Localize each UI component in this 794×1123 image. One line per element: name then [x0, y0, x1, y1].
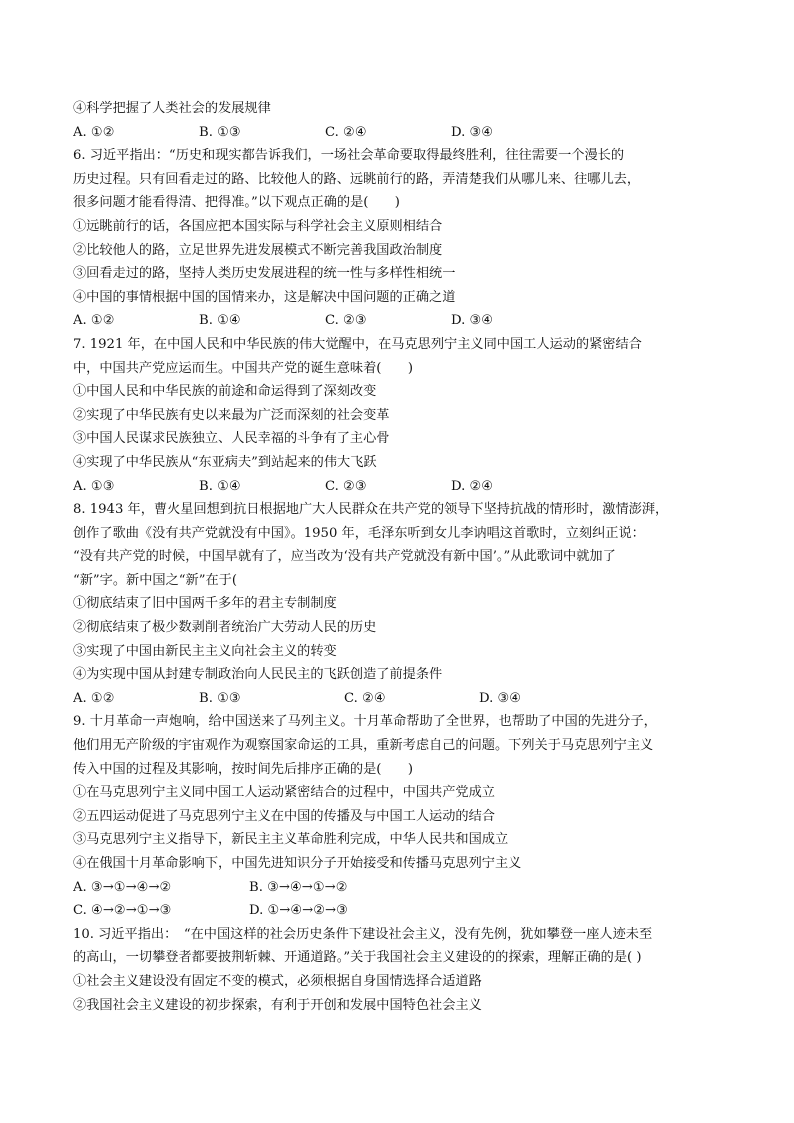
answer-option: D. ③④: [451, 313, 494, 329]
text-line: ③马克思列宁主义指导下，新民主主义革命胜利完成，中华人民共和国成立: [73, 832, 509, 848]
answer-option: D. ①→④→②→③: [249, 903, 348, 919]
text-line: ①社会主义建设没有固定不变的模式，必须根据自身国情选择合适道路: [73, 973, 482, 989]
answer-options: [73, 876, 727, 900]
text-line: ④科学把握了人类社会的发展规律: [73, 101, 271, 116]
text-line: ①在马克思列宁主义同中国工人运动紧密结合的过程中，中国共产党成立: [73, 785, 495, 801]
text-line: ②五四运动促进了马克思列宁主义在中国的传播及与中国工人运动的结合: [73, 808, 495, 824]
text-line: ②比较他人的路，立足世界先进发展模式不断完善我国政治制度: [73, 242, 443, 258]
answer-option: A. ①②: [73, 313, 115, 329]
text-line: ①彻底结束了旧中国两千多年的君主专制制度: [73, 596, 337, 612]
text-line: 创作了歌曲《没有共产党就没有中国》。1950 年，毛泽东听到女儿李讷唱这首歌时，立刻纠正说：: [73, 525, 645, 541]
text-line: ④中国的事情根据中国的国情来办，这是解决中国问题的正确之道: [73, 289, 456, 305]
answer-option: B. ①③: [199, 124, 241, 140]
answer-option: B. ①④: [199, 478, 241, 494]
text-line: 8. 1943 年，曹火星回想到抗日根据地广大人民群众在共产党的领导下坚持抗战的情形时，激情澎湃，: [73, 502, 669, 518]
answer-option: D. ②④: [451, 478, 494, 494]
answer-options: [73, 121, 727, 145]
text-line: 的高山，一切攀登者都要披荆斩棘、开通道路。”关于我国社会主义建设的的探索，理解正确的是( ): [73, 950, 642, 966]
text-line: ④在俄国十月革命影响下，中国先进知识分子开始接受和传播马克思列宁主义: [73, 856, 522, 871]
text-line: 历史过程。只有回看走过的路、比较他人的路、远眺前行的路，弄清楚我们从哪儿来、往哪儿去，: [73, 171, 641, 187]
text-line: 7. 1921 年，在中国人民和中华民族的伟大觉醒中，在马克思列宁主义同中国工人运动的紧密结合: [73, 336, 642, 352]
text-line: 他们用无产阶级的宇宙观作为观察国家命运的工具，重新考虑自己的问题。下列关于马克思列宁主义: [73, 738, 654, 754]
question-content: [73, 97, 727, 1017]
text-line: 10. 习近平指出： “在中国这样的社会历史条件下建设社会主义，没有先例，犹如攀登一座人迹未至: [73, 926, 653, 942]
answer-option: B. ①④: [199, 313, 241, 329]
answer-options: [73, 475, 727, 499]
text-line: “新”字。新中国之“新”在于(: [73, 572, 237, 588]
answer-option: B. ①③: [199, 690, 241, 706]
text-line: “没有共产党的时候，中国早就有了，应当改为‘没有共产党就没有新中国’。”从此歌词中就加了: [73, 549, 616, 565]
text-line: 6. 习近平指出：“历史和现实都告诉我们，一场社会革命要取得最终胜利，往往需要一个漫长的: [73, 148, 625, 164]
text-line: ③中国人民谋求民族独立、人民幸福的斗争有了主心骨: [73, 431, 390, 447]
text-line: ③实现了中国由新民主主义向社会主义的转变: [73, 643, 337, 659]
answer-option: D. ③④: [479, 690, 522, 706]
text-line: 传入中国的过程及其影响，按时间先后排序正确的是( ): [73, 761, 413, 777]
text-line: ①中国人民和中华民族的前途和命运得到了深刻改变: [73, 384, 377, 400]
text-line: ④实现了中华民族从“东亚病夫”到站起来的伟大飞跃: [73, 454, 377, 470]
answer-options: [73, 309, 727, 333]
answer-option: C. ②③: [325, 313, 367, 329]
answer-options: [73, 687, 727, 711]
answer-option: A. ①③: [73, 478, 115, 494]
text-line: ②彻底结束了极少数剥削者统治广大劳动人民的历史: [73, 620, 377, 636]
text-line: 9. 十月革命一声炮响，给中国送来了马列主义。十月革命帮助了全世界，也帮助了中国的先进分子，: [73, 714, 657, 730]
answer-option: D. ③④: [451, 124, 494, 140]
answer-option: C. ④→②→①→③: [73, 903, 172, 919]
answer-option: A. ①②: [73, 690, 115, 706]
answer-option: A. ③→①→④→②: [73, 879, 172, 895]
answer-option: A. ①②: [73, 124, 115, 140]
answer-option: C. ②④: [344, 690, 386, 706]
answer-options: [73, 899, 727, 923]
text-line: ④为实现中国从封建专制政治向人民民主的飞跃创造了前提条件: [73, 667, 443, 683]
text-line: ②我国社会主义建设的初步探索，有利于开创和发展中国特色社会主义: [73, 997, 482, 1013]
answer-option: B. ③→④→①→②: [249, 879, 348, 895]
text-line: ③回看走过的路，坚持人类历史发展进程的统一性与多样性相统一: [73, 266, 456, 282]
text-line: 中，中国共产党应运而生。中国共产党的诞生意味着( ): [73, 360, 413, 376]
text-line: ①远眺前行的话，各国应把本国实际与科学社会主义原则相结合: [73, 218, 443, 234]
answer-option: C. ②④: [325, 124, 367, 140]
text-line: ②实现了中华民族有史以来最为广泛而深刻的社会变革: [73, 407, 390, 423]
text-line: 很多问题才能看得清、把得准。”以下观点正确的是( ): [73, 195, 400, 211]
answer-option: C. ②③: [325, 478, 367, 494]
